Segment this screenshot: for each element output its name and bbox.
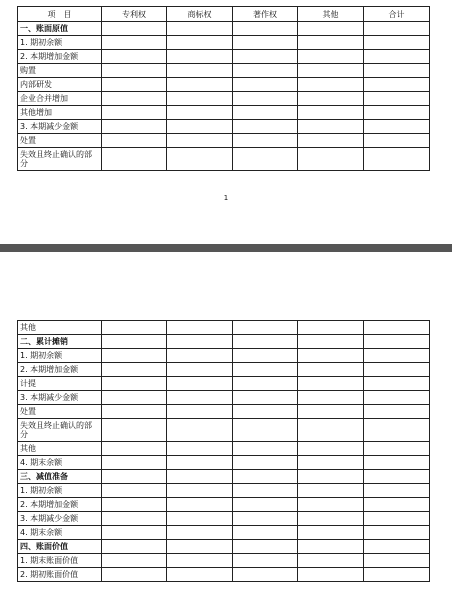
table-cell xyxy=(298,568,364,582)
table-cell xyxy=(298,92,364,106)
table-cell xyxy=(364,92,430,106)
table-cell xyxy=(298,120,364,134)
table-cell xyxy=(167,526,233,540)
table-cell xyxy=(364,540,430,554)
table-cell xyxy=(364,349,430,363)
table-cell xyxy=(298,442,364,456)
document-page-1 xyxy=(0,0,452,244)
table-cell xyxy=(364,498,430,512)
table-cell xyxy=(233,391,298,405)
table-cell xyxy=(167,540,233,554)
row-label: 2. 本期增加金额 xyxy=(18,363,102,377)
intangible-assets-table-part-2 xyxy=(17,320,430,582)
table-cell xyxy=(102,405,167,419)
table-cell xyxy=(233,120,298,134)
table-cell xyxy=(167,64,233,78)
table-cell xyxy=(364,22,430,36)
table-cell xyxy=(233,377,298,391)
table-cell xyxy=(298,470,364,484)
table-cell xyxy=(298,22,364,36)
row-label: 企业合并增加 xyxy=(18,92,102,106)
table-cell xyxy=(298,554,364,568)
table-cell xyxy=(102,64,167,78)
table-cell xyxy=(233,78,298,92)
table-cell xyxy=(298,134,364,148)
table-row xyxy=(18,512,430,526)
page-number: 1 xyxy=(223,194,229,202)
row-label: 2. 期初账面价值 xyxy=(18,568,102,582)
table-cell xyxy=(364,391,430,405)
table-cell xyxy=(167,120,233,134)
table-row xyxy=(18,526,430,540)
table-cell xyxy=(364,335,430,349)
table-cell xyxy=(102,391,167,405)
table-cell xyxy=(233,540,298,554)
table-cell xyxy=(298,363,364,377)
table-cell xyxy=(102,50,167,64)
table-cell xyxy=(364,106,430,120)
table-cell xyxy=(233,442,298,456)
table-cell xyxy=(233,22,298,36)
row-label: 计提 xyxy=(18,377,102,391)
table-cell xyxy=(102,377,167,391)
table-cell xyxy=(233,419,298,442)
table-cell xyxy=(233,106,298,120)
table-cell xyxy=(167,554,233,568)
table-cell xyxy=(298,335,364,349)
table-cell xyxy=(233,526,298,540)
table-cell xyxy=(233,134,298,148)
table-row xyxy=(18,50,430,64)
table-cell xyxy=(167,391,233,405)
table-row xyxy=(18,148,430,171)
table-row xyxy=(18,391,430,405)
table-cell xyxy=(364,405,430,419)
header-item: 项 目 xyxy=(18,7,102,22)
table-header-row xyxy=(18,7,430,22)
table-row xyxy=(18,36,430,50)
table-cell xyxy=(298,321,364,335)
table-cell xyxy=(364,64,430,78)
row-label: 3. 本期减少金额 xyxy=(18,391,102,405)
header-trademark: 商标权 xyxy=(167,7,233,22)
table-cell xyxy=(298,419,364,442)
table-cell xyxy=(364,419,430,442)
table-row xyxy=(18,442,430,456)
table-row xyxy=(18,377,430,391)
document-page-2 xyxy=(0,252,452,605)
table-cell xyxy=(364,50,430,64)
table-cell xyxy=(233,349,298,363)
header-other: 其他 xyxy=(298,7,364,22)
table-cell xyxy=(102,456,167,470)
table-cell xyxy=(167,22,233,36)
row-label: 3. 本期减少金额 xyxy=(18,120,102,134)
table-cell xyxy=(298,526,364,540)
row-label: 其他增加 xyxy=(18,106,102,120)
table-row xyxy=(18,470,430,484)
table-cell xyxy=(364,78,430,92)
table-cell xyxy=(102,335,167,349)
table-cell xyxy=(233,554,298,568)
row-label: 失效且终止确认的部分 xyxy=(18,419,102,442)
table-cell xyxy=(102,470,167,484)
row-label: 其他 xyxy=(18,442,102,456)
table-cell xyxy=(298,405,364,419)
table-cell xyxy=(233,50,298,64)
table-cell xyxy=(102,349,167,363)
table-row xyxy=(18,134,430,148)
row-label: 3. 本期减少金额 xyxy=(18,512,102,526)
table-row xyxy=(18,106,430,120)
table-row xyxy=(18,405,430,419)
table-cell xyxy=(102,36,167,50)
table-cell xyxy=(102,419,167,442)
table-row xyxy=(18,419,430,442)
row-label: 1. 期初余额 xyxy=(18,36,102,50)
table-cell xyxy=(102,484,167,498)
table-row xyxy=(18,456,430,470)
table-cell xyxy=(102,554,167,568)
table-cell xyxy=(167,419,233,442)
table-cell xyxy=(233,36,298,50)
table-cell xyxy=(233,456,298,470)
row-label: 四、账面价值 xyxy=(18,540,102,554)
table-cell xyxy=(364,120,430,134)
table-cell xyxy=(233,64,298,78)
row-label: 购置 xyxy=(18,64,102,78)
table-cell xyxy=(233,512,298,526)
table-cell xyxy=(364,554,430,568)
row-label: 2. 本期增加金额 xyxy=(18,498,102,512)
table-cell xyxy=(298,50,364,64)
table-cell xyxy=(364,456,430,470)
table-cell xyxy=(167,78,233,92)
table-cell xyxy=(167,456,233,470)
table-cell xyxy=(102,442,167,456)
table-cell xyxy=(233,568,298,582)
table-cell xyxy=(102,568,167,582)
table-cell xyxy=(364,377,430,391)
table-cell xyxy=(167,498,233,512)
header-patent: 专利权 xyxy=(102,7,167,22)
table-row xyxy=(18,120,430,134)
table-cell xyxy=(167,335,233,349)
row-label: 三、减值准备 xyxy=(18,470,102,484)
table-cell xyxy=(233,405,298,419)
row-label: 4. 期末余额 xyxy=(18,526,102,540)
row-label: 内部研发 xyxy=(18,78,102,92)
table-cell xyxy=(167,134,233,148)
table-cell xyxy=(167,148,233,171)
row-label: 处置 xyxy=(18,405,102,419)
table-row xyxy=(18,92,430,106)
table-cell xyxy=(102,498,167,512)
table-cell xyxy=(167,512,233,526)
table-cell xyxy=(364,36,430,50)
row-label: 2. 本期增加金额 xyxy=(18,50,102,64)
table-cell xyxy=(298,377,364,391)
table-cell xyxy=(364,568,430,582)
row-label: 1. 期初余额 xyxy=(18,349,102,363)
table-cell xyxy=(167,36,233,50)
table-cell xyxy=(233,498,298,512)
table-cell xyxy=(298,64,364,78)
row-label: 4. 期末余额 xyxy=(18,456,102,470)
table-row xyxy=(18,22,430,36)
table-cell xyxy=(167,321,233,335)
table-row xyxy=(18,349,430,363)
table-cell xyxy=(167,405,233,419)
table-cell xyxy=(167,484,233,498)
table-cell xyxy=(102,363,167,377)
table-cell xyxy=(102,321,167,335)
table-cell xyxy=(102,92,167,106)
row-label: 其他 xyxy=(18,321,102,335)
table-row xyxy=(18,78,430,92)
table-cell xyxy=(233,335,298,349)
header-copyright: 著作权 xyxy=(233,7,298,22)
table-cell xyxy=(233,92,298,106)
row-label: 一、账面原值 xyxy=(18,22,102,36)
table-row xyxy=(18,64,430,78)
table-cell xyxy=(102,526,167,540)
table-row xyxy=(18,335,430,349)
table-cell xyxy=(102,120,167,134)
table-cell xyxy=(102,134,167,148)
table-cell xyxy=(364,512,430,526)
table-cell xyxy=(364,363,430,377)
row-label: 失效且终止确认的部分 xyxy=(18,148,102,171)
table-cell xyxy=(298,148,364,171)
table-cell xyxy=(298,391,364,405)
table-cell xyxy=(102,22,167,36)
row-label: 处置 xyxy=(18,134,102,148)
table-cell xyxy=(364,134,430,148)
table-row xyxy=(18,554,430,568)
table-cell xyxy=(298,456,364,470)
table-cell xyxy=(167,349,233,363)
table-cell xyxy=(102,512,167,526)
table-cell xyxy=(364,321,430,335)
table-cell xyxy=(298,512,364,526)
table-cell xyxy=(298,540,364,554)
table-row xyxy=(18,540,430,554)
table-cell xyxy=(167,568,233,582)
table-cell xyxy=(298,498,364,512)
table-cell xyxy=(102,540,167,554)
table-cell xyxy=(364,148,430,171)
table-row xyxy=(18,321,430,335)
table-cell xyxy=(167,106,233,120)
table-cell xyxy=(233,321,298,335)
table-cell xyxy=(167,50,233,64)
intangible-assets-table-part-1 xyxy=(17,6,430,171)
table-cell xyxy=(298,349,364,363)
table-cell xyxy=(102,106,167,120)
table-cell xyxy=(364,526,430,540)
table-cell xyxy=(233,363,298,377)
table-cell xyxy=(298,78,364,92)
table-cell xyxy=(167,442,233,456)
header-total: 合计 xyxy=(364,7,430,22)
table-cell xyxy=(102,148,167,171)
table-row xyxy=(18,484,430,498)
table-cell xyxy=(102,78,167,92)
table-cell xyxy=(233,148,298,171)
page-separator xyxy=(0,244,452,252)
table-cell xyxy=(298,36,364,50)
table-cell xyxy=(364,484,430,498)
row-label: 1. 期末账面价值 xyxy=(18,554,102,568)
table-cell xyxy=(233,484,298,498)
table-cell xyxy=(298,106,364,120)
table-row xyxy=(18,363,430,377)
table-cell xyxy=(167,363,233,377)
row-label: 二、累计摊销 xyxy=(18,335,102,349)
table-cell xyxy=(298,484,364,498)
table-row xyxy=(18,568,430,582)
row-label: 1. 期初余额 xyxy=(18,484,102,498)
table-cell xyxy=(364,470,430,484)
table-cell xyxy=(167,92,233,106)
table-cell xyxy=(233,470,298,484)
table-cell xyxy=(167,377,233,391)
table-cell xyxy=(364,442,430,456)
table-cell xyxy=(167,470,233,484)
table-row xyxy=(18,498,430,512)
